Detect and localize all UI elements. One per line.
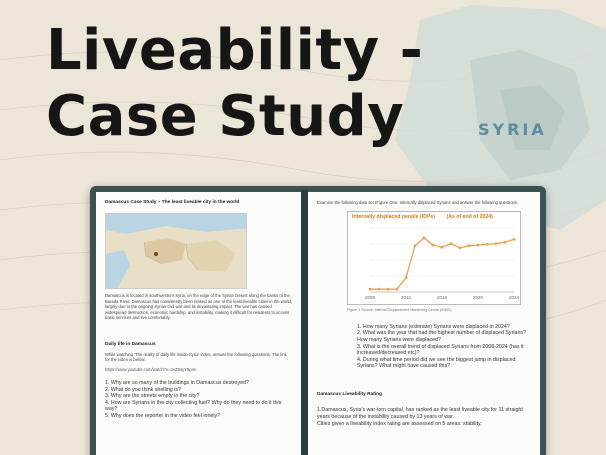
page-title [46, 18, 423, 150]
dataset-questions [357, 324, 531, 370]
x-tick-label: 2020 [472, 295, 484, 301]
question-item: 4. During what time period did we see the biggest jump in displaced Syrians? What might have caused this? [357, 356, 516, 370]
data-point [495, 243, 498, 246]
country-label: SYRIA [478, 120, 547, 139]
data-point [459, 247, 462, 250]
case-study-heading: Damascus Case Study – The least liveable city in the world [105, 200, 240, 205]
question-item: 3. Why are the streets empty in the city? [105, 393, 200, 400]
question-item: 4. How are Syrians in the city collecting fuel? Why do they need to do it this way? [105, 399, 282, 413]
data-point [378, 288, 381, 291]
data-point [477, 244, 480, 247]
idp-line-chart [347, 211, 521, 305]
data-point [387, 288, 390, 291]
data-point [396, 288, 399, 291]
question-item: 5. Why does the reporter in the video feel lonely? [105, 413, 221, 420]
data-point [450, 243, 453, 246]
data-point [432, 244, 435, 247]
figure-caption: Figure 1 Source: Internal Displacement Monitoring Centre (IDMC) [347, 308, 452, 313]
series-line [370, 238, 514, 289]
region-map-image [105, 213, 247, 289]
question-item: 2. What do you think shelling is? [105, 386, 181, 393]
rating-paragraph-2: Cities given a liveability index rating are assessed on 5 areas: stability, [317, 420, 482, 427]
dataset-instruction: Examine the following data set (Figure One: Internally displaced Syrians and answer the following questions. [317, 200, 519, 205]
video-link[interactable]: https://www.youtube.com/watch?v=3vZ8oyY9p4c [105, 366, 197, 372]
intro-paragraph: Damascus is located in southwestern Syria, on the edge of the Syrian Desert along the banks of the Barada River. Damascus has consistently been ranked as one of the least liveable cities in the world, largely due to the ongoing Syrian civil war and its devastating impact. The war has caused widespread destruction, economic hardship, and instability, making it difficult for residents to access basic services and live comfortably. [105, 293, 292, 321]
right-page [308, 192, 540, 455]
book-spine [301, 190, 308, 455]
data-point [504, 241, 507, 244]
x-tick-label: 2024 [508, 295, 520, 301]
data-point [468, 245, 471, 248]
question-list [105, 380, 292, 420]
data-point [414, 245, 417, 248]
x-tick-label: 2012 [400, 295, 412, 301]
chart-plot [348, 212, 522, 306]
video-instruction: While watching 'The reality of daily life inside Syria' video, answer the following questions. The link for the video is below: [105, 351, 287, 363]
rating-paragraph: 1.Damascus, Syria's war-torn capital, has ranked as the least liveable city for 11 straight years because of the instability caused by 13 years of war. [317, 407, 523, 420]
data-point [423, 237, 426, 240]
data-point [486, 243, 489, 246]
question-item: 3. What is the overall trend of displaced Syrians from 2008-2024 (has it increased/decreased etc)? [357, 343, 524, 357]
data-point [513, 238, 516, 241]
left-page [96, 192, 301, 455]
data-point [369, 288, 372, 291]
title-line-2: Case Study [46, 84, 405, 149]
liveability-rating-heading: Damascus Liveability Rating [317, 391, 383, 397]
chart-subtitle: (As of end of 2024) [446, 214, 493, 221]
chart-title-text: Internally displaced people (IDPs) [352, 214, 436, 221]
x-tick-label: 2016 [436, 295, 448, 301]
data-point [441, 246, 444, 249]
question-item: 1. How many Syrians (estimate) Syrians were displaced in 2024? [357, 323, 510, 330]
x-tick-label: 2008 [364, 295, 376, 301]
daily-life-heading: Daily life in Damascus [105, 342, 156, 348]
question-item: 2. What was the year that had the highest number of displaced Syrians? How many Syrians were displaced? [357, 330, 527, 343]
data-point [405, 277, 408, 280]
question-item: 1. Why are so many of the buildings in Damascus destroyed? [105, 380, 249, 387]
title-line-1: Liveability - [46, 18, 424, 83]
